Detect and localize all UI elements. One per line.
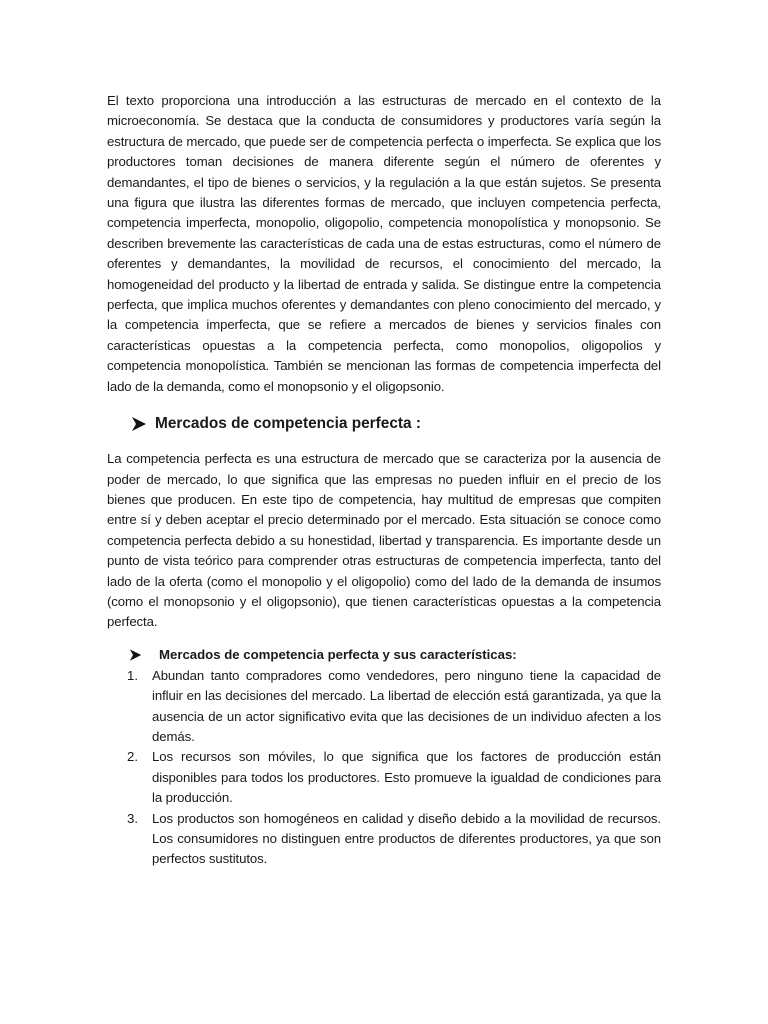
subsection-title: Mercados de competencia perfecta y sus características: [159, 647, 517, 663]
arrowhead-bullet-icon [131, 417, 147, 431]
list-item [107, 666, 661, 748]
section-paragraph: La competencia perfecta es una estructura de mercado que se caracteriza por la ausencia de poder de mercado, lo que significa que las empresas no pueden influir en el precio de los bienes que producen. En este tipo de competencia, hay multitud de empresas que compiten entre sí y deben aceptar el precio determinado por el mercado. Esta situación se conoce como competencia perfecta debido a su honestidad, libertad y transparencia. Es importante desde un punto de vista teórico para comprender otras estructuras de competencia imperfecta, tanto del lado de la oferta (como el monopolio y el oligopolio) como del lado de la demanda de insumos (como el monopsonio y el oligopsonio), que tienen características opuestas a la competencia perfecta. [107, 451, 661, 630]
list-item-number: 2. [127, 749, 138, 765]
document-page [107, 91, 661, 870]
intro-paragraph: El texto proporciona una introducción a las estructuras de mercado en el contexto de la microeconomía. Se destaca que la conducta de consumidores y productores varía según la estructura de mercado, que puede ser de competencia perfecta o imperfecta. Se explica que los productores toman decisiones de manera diferente según el número de oferentes y demandantes, el tipo de bienes o servicios, y la regulación a la que están sujetos. Se presenta una figura que ilustra las diferentes formas de mercado, que incluyen competencia perfecta, competencia imperfecta, monopolio, oligopolio, competencia monopolística y monopsonio. Se describen brevemente las características de cada una de estas estructuras, como el número de oferentes y demandantes, la movilidad de recursos, el conocimiento del mercado, la homogeneidad del producto y la libertad de entrada y salida. Se distingue entre la competencia perfecta, que implica muchos oferentes y demandantes con pleno conocimiento del mercado, y la competencia imperfecta, que se refiere a mercados de bienes y servicios finales con características opuestas a la competencia perfecta, como monopolios, oligopolios y competencia monopolística. También se mencionan las formas de competencia imperfecta del lado de la demanda, como el monopsonio y el oligopsonio. [107, 93, 661, 394]
subsection-heading [129, 645, 661, 665]
list-item [107, 747, 661, 808]
list-item-text: Los productos son homogéneos en calidad y diseño debido a la movilidad de recursos. Los consumidores no distinguen entre productos de diferentes productores, ya que son perfectos sustitutos. [152, 810, 661, 867]
characteristics-list [107, 666, 661, 870]
section-heading [131, 409, 661, 439]
list-item [107, 809, 661, 870]
list-item-number: 3. [127, 810, 138, 826]
section-title: Mercados de competencia perfecta : [155, 415, 422, 433]
list-item-number: 1. [127, 667, 138, 683]
arrowhead-bullet-icon [129, 649, 142, 661]
list-item-text: Abundan tanto compradores como vendedores, pero ninguno tiene la capacidad de influir en las decisiones del mercado. La libertad de elección está garantizada, ya que la ausencia de un actor significativo evita que las decisiones de un individuo afecten a los demás. [152, 667, 661, 744]
list-item-text: Los recursos son móviles, lo que significa que los factores de producción están disponibles para todos los productores. Esto promueve la igualdad de condiciones para la producción. [152, 749, 661, 806]
